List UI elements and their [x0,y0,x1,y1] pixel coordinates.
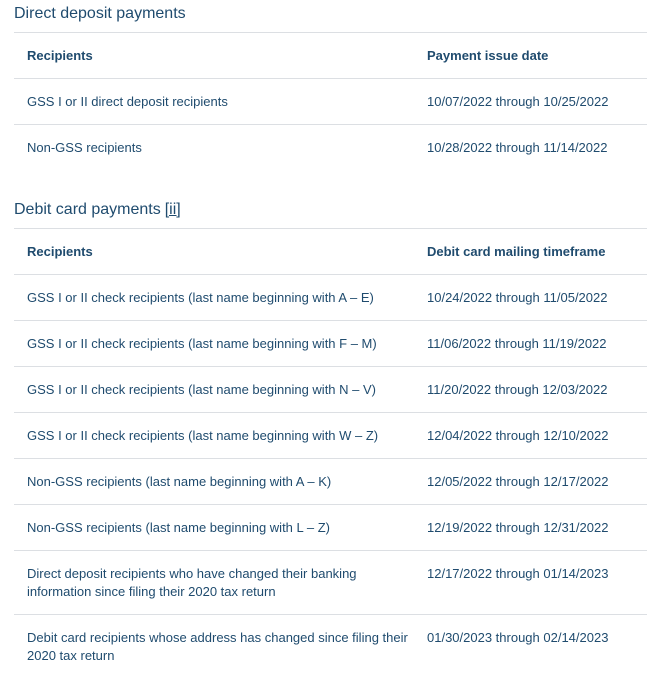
table-row [14,505,647,551]
recipients-column-header: Recipients [14,229,414,275]
payment-issue-date-column-header: Payment issue date [414,33,647,79]
recipient-cell: GSS I or II check recipients (last name beginning with N – V) [14,367,414,413]
table-row [14,413,647,459]
table-header-row [14,33,647,79]
direct-deposit-table [14,32,647,170]
date-cell: 11/06/2022 through 11/19/2022 [414,321,647,367]
direct-deposit-title: Direct deposit payments [14,5,186,22]
debit-card-title: Debit card payments [14,201,161,218]
table-row [14,275,647,321]
table-header-row [14,229,647,275]
mailing-timeframe-column-header: Debit card mailing timeframe [414,229,647,275]
recipient-cell: Debit card recipients whose address has changed since filing their 2020 tax return [14,615,414,679]
recipient-cell: GSS I or II check recipients (last name beginning with W – Z) [14,413,414,459]
recipient-cell: Non-GSS recipients [14,125,414,171]
date-cell: 12/04/2022 through 12/10/2022 [414,413,647,459]
recipient-cell: GSS I or II check recipients (last name beginning with A – E) [14,275,414,321]
table-row [14,125,647,171]
recipient-cell: Direct deposit recipients who have changed their banking information since filing their 2020 tax return [14,551,414,615]
date-cell: 10/28/2022 through 11/14/2022 [414,125,647,171]
date-cell: 12/19/2022 through 12/31/2022 [414,505,647,551]
table-row [14,459,647,505]
date-cell: 10/24/2022 through 11/05/2022 [414,275,647,321]
table-row [14,79,647,125]
debit-card-table [14,228,647,678]
recipients-column-header: Recipients [14,33,414,79]
debit-card-heading [14,201,181,219]
date-cell: 11/20/2022 through 12/03/2022 [414,367,647,413]
date-cell: 12/17/2022 through 01/14/2023 [414,551,647,615]
recipient-cell: Non-GSS recipients (last name beginning with L – Z) [14,505,414,551]
table-row [14,551,647,615]
table-row [14,321,647,367]
recipient-cell: GSS I or II check recipients (last name beginning with F – M) [14,321,414,367]
table-row [14,615,647,679]
recipient-cell: Non-GSS recipients (last name beginning with A – K) [14,459,414,505]
date-cell: 01/30/2023 through 02/14/2023 [414,615,647,679]
direct-deposit-heading [14,5,186,23]
recipient-cell: GSS I or II direct deposit recipients [14,79,414,125]
table-row [14,367,647,413]
date-cell: 12/05/2022 through 12/17/2022 [414,459,647,505]
footnote-link[interactable]: [ii] [164,201,181,218]
date-cell: 10/07/2022 through 10/25/2022 [414,79,647,125]
